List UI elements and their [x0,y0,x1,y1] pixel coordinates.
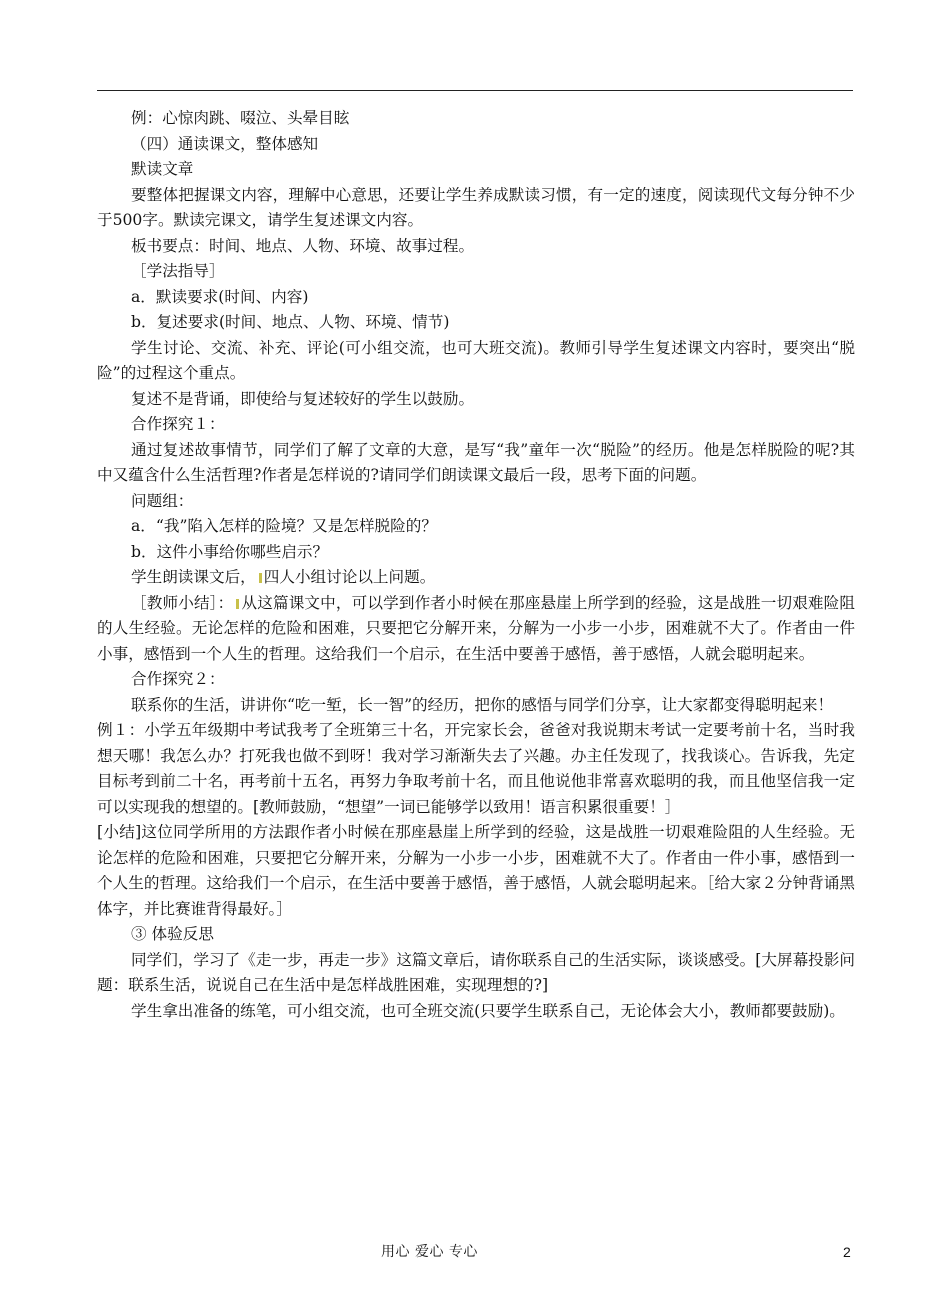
paragraph-study-guide: ［学法指导］ [131,262,225,280]
paragraph: 复述不是背诵，即使给与复述较好的学生以鼓励。 [131,389,475,408]
highlight-mark [236,599,239,609]
page-number: 2 [843,1244,851,1260]
paragraph: 学生讨论、交流、补充、评论(可小组交流，也可大班交流)。教师引导学生复述课文内容时，要突出“脱险”的过程这个重点。 [97,338,855,382]
paragraph: 板书要点：时间、地点、人物、环境、故事过程。 [131,236,475,255]
paragraph-cooperative-inquiry-2: 合作探究２： [131,670,225,688]
list-item: a．“我”陷入怎样的险境？又是怎样脱险的？ [131,517,437,535]
paragraph: 联系你的生活，讲讲你“吃一堑，长一智”的经历，把你的感悟与同学们分享，让大家都变得聪明起来！ [131,695,834,714]
list-item: a．默读要求(时间、内容) [131,287,309,306]
paragraph-cooperative-inquiry-1: 合作探究１： [131,415,225,433]
paragraph-text: 四人小组讨论以上问题。 [263,568,436,586]
paragraph: 学生拿出准备的练笔，可小组交流，也可全班交流(只要学生联系自己，无论体会大小，教师都要鼓励)。 [131,1001,845,1020]
footer-text: 用心 爱心 专心 [381,1244,478,1260]
section-heading: （四）通读课文，整体感知 [131,134,319,153]
list-item: b．复述要求(时间、地点、人物、环境、情节) [131,313,450,331]
paragraph [97,565,855,591]
header-rule [97,90,853,91]
paragraph-teacher-summary [97,591,855,668]
list-item: b．这件小事给你哪些启示？ [131,542,329,561]
paragraph-summary: [小结]这位同学所用的方法跟作者小时候在那座悬崖上所学到的经验，这是战胜一切艰难险阻的人生经验。无论怎样的危险和困难，只要把它分解开来，分解为一小步一小步，困难就不大了。作者由一件小事，感悟到一个人生的哲理。这给我们一个启示，在生活中要善于感悟，善于感悟，人就会聪明起来。［给大家２分钟背诵黑体字，并比赛谁背得最好。］ [97,823,855,918]
paragraph: 要整体把握课文内容，理解中心意思，还要让学生养成默读习惯，有一定的速度，阅读现代文每分钟不少于500字。默读完课文，请学生复述课文内容。 [97,185,855,229]
paragraph: 同学们，学习了《走一步，再走一步》这篇文章后，请你联系自己的生活实际，谈谈感受。[大屏幕投影问题：联系生活，说说自己在生活中是怎样战胜困难，实现理想的?] [97,950,855,994]
paragraph-text: 从这篇课文中，可以学到作者小时候在那座悬崖上所学到的经验，这是战胜一切艰难险阻的人生经验。无论怎样的危险和困难，只要把它分解开来，分解为一小步一小步，困难就不大了。作者由一件小事，感悟到一个人生的哲理。这给我们一个启示，在生活中要善于感悟，善于感悟，人就会聪明起来。 [97,593,855,663]
paragraph-example-words: 例：心惊肉跳、啜泣、头晕目眩 [131,109,350,127]
paragraph-silent-reading: 默读文章 [131,160,194,178]
paragraph-question-group: 问题组： [131,491,194,510]
paragraph-text: 学生朗读课文后， [131,568,256,586]
document-body [97,106,855,1024]
paragraph-reflection-heading: ③ 体验反思 [131,925,214,943]
highlight-mark [259,573,262,583]
paragraph: 通过复述故事情节，同学们了解了文章的大意，是写“我”童年一次“脱险”的经历。他是怎样脱险的呢?其中又蕴含什么生活哲理?作者是怎样说的?请同学们朗读课文最后一段，思考下面的问题。 [97,440,855,484]
paragraph-example-1: 例１：小学五年级期中考试我考了全班第三十名，开完家长会，爸爸对我说期末考试一定要考前十名，当时我想天哪！我怎么办？打死我也做不到呀！我对学习渐渐失去了兴趣。办主任发现了，找我谈心。告诉我，先定目标考到前二十名，再考前十五名，再努力争取考前十名，而且他说他非常喜欢聪明的我，而且他坚信我一定可以实现我的想望的。[教师鼓励，“想望”一词已能够学以致用！语言积累很重要！］ [97,721,855,816]
paragraph-text: ［教师小结］： [131,593,234,612]
